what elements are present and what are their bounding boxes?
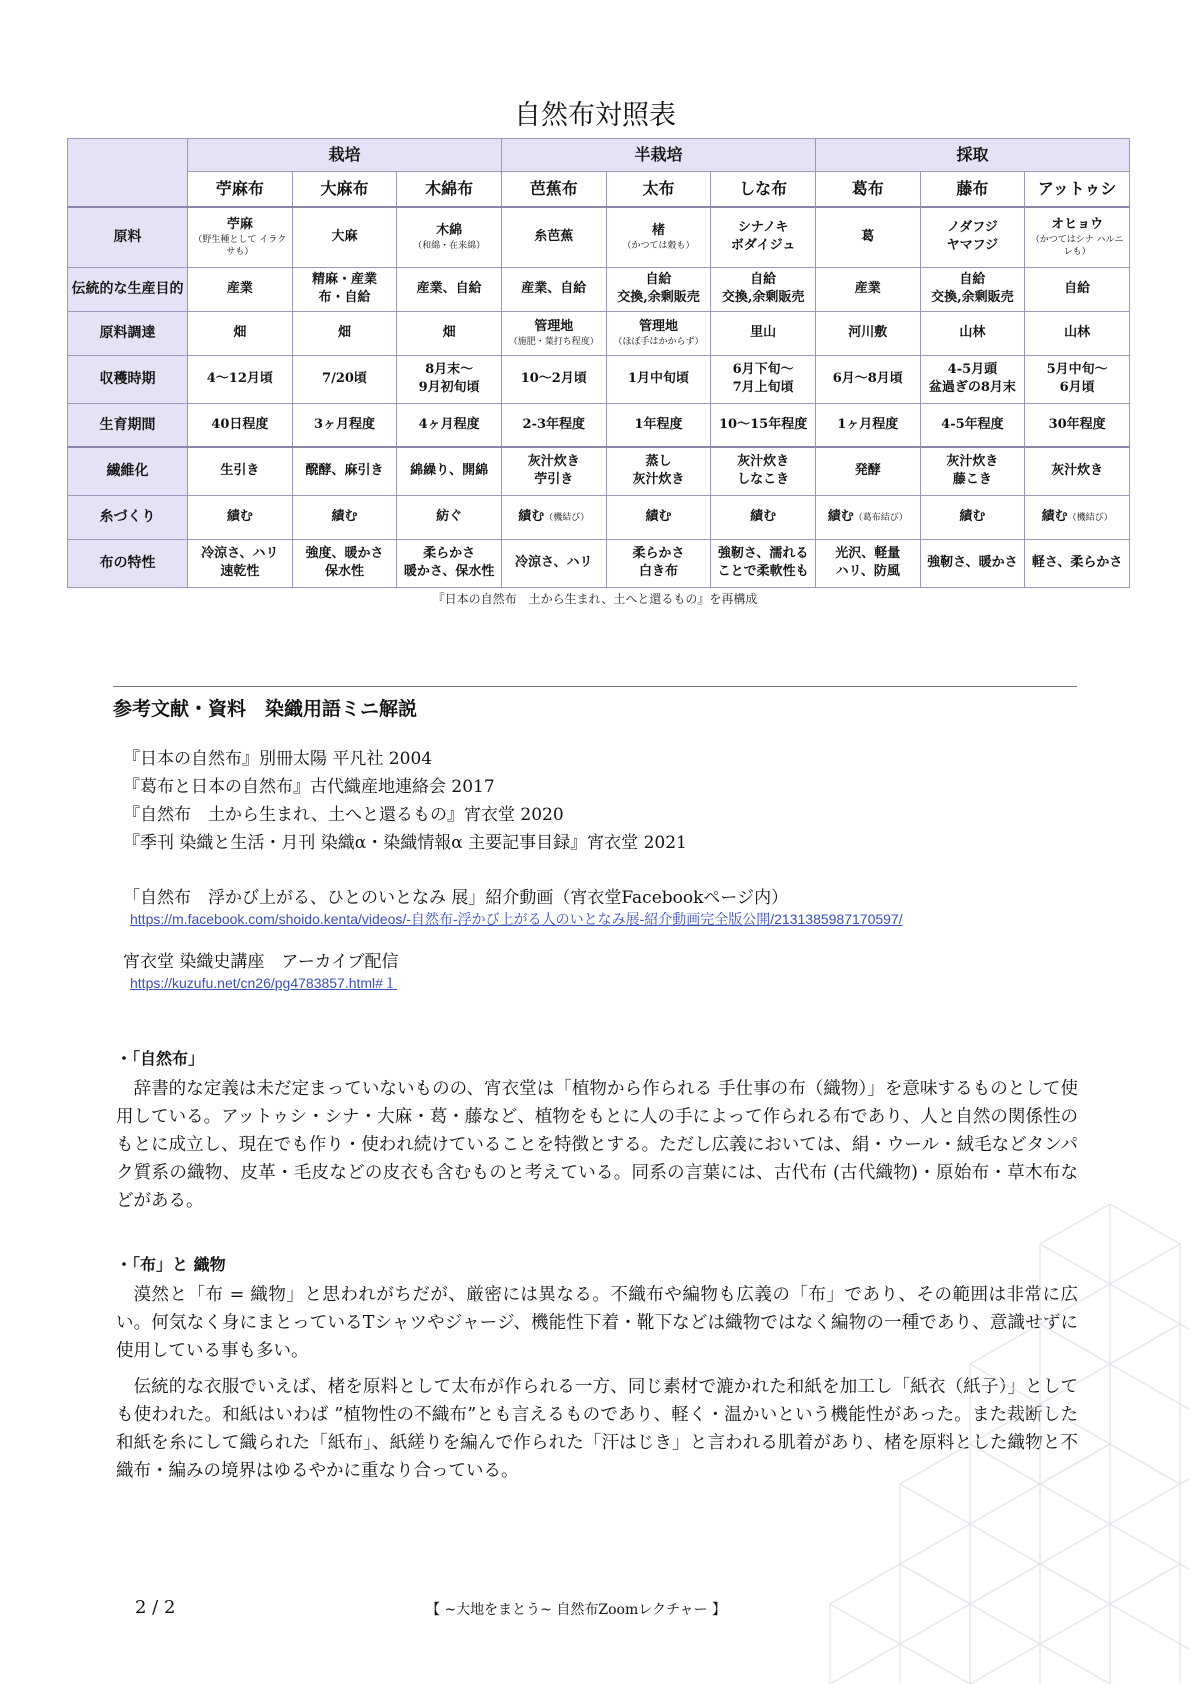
cell-value: 保水性 [324,564,364,579]
group-header: 半栽培 [501,139,815,172]
cell-value: 管理地 [638,319,678,334]
table-row [68,447,1130,495]
table-cell [501,355,606,403]
table-row [68,207,1130,267]
table-cell [188,539,293,587]
table-cell [606,311,711,355]
table-cell [188,495,293,539]
glossary-heading: ・「自然布」 [116,1049,205,1068]
cell-note: （かつてはシナ ハルニレも） [1030,235,1124,258]
table-cell [920,267,1025,311]
cloth-header: 木綿布 [397,172,502,208]
table-cell [188,355,293,403]
table-cell [920,495,1025,539]
cell-value: 4-5年程度 [941,416,1004,432]
cell-value: 3ヶ月程度 [313,416,375,432]
table-cell [397,355,502,403]
row-label: 収穫時期 [68,355,188,403]
glossary-paragraph: 漠然と「布 = 織物」と思われがちだが、厳密には異なる。不織布や編物も広義の「布」であり、その範囲は非常に広い。何気なく身にまとっているTシャツやジャージ、機能性下着・靴下などは織物ではなく編物の一種であり、意識せずに使用している事も多い。 [116,1285,1078,1361]
table-cell [397,267,502,311]
cell-value: 苧麻 [226,217,253,233]
cell-note: （葛布結び） [853,512,908,523]
footer-title: 【 ~大地をまとう~ 自然布Zoomレクチャー 】 [426,1602,726,1618]
table-cell [1025,355,1130,403]
table-cell [292,403,397,447]
cell-value: オヒョウ [1051,217,1104,233]
cell-value: 強靭さ、暖かさ [927,555,1018,570]
cell-value: 1月中旬頃 [627,371,689,386]
divider [113,686,1077,687]
table-cell [292,355,397,403]
cell-value: 発酵 [854,463,881,479]
table-row [68,355,1130,403]
cell-value: 木綿 [436,223,463,239]
group-header: 採取 [815,139,1129,172]
cell-value: 里山 [750,325,777,340]
cell-value: 生引き [220,463,260,479]
cell-value: 1年程度 [634,416,683,432]
table-cell [501,207,606,267]
row-label: 原料調達 [68,311,188,355]
table-cell [815,447,920,495]
cell-value: 9月初旬頃 [418,380,480,395]
cell-value: 軽さ、柔らかさ [1031,555,1123,570]
table-cell [711,311,816,355]
table-cell [292,539,397,587]
cell-value: 灰汁炊き [1051,463,1104,479]
table-cell [920,207,1025,267]
comparison-table [67,138,1130,588]
table-cell [920,403,1025,447]
table-cell [606,495,711,539]
cell-value: 白き布 [638,564,678,579]
cell-value: 強度、暖かさ [305,546,384,561]
table-cell [815,267,920,311]
table-cell [397,447,502,495]
table-cell [1025,403,1130,447]
table-cell [606,207,711,267]
row-label: 布の特性 [68,539,188,587]
cell-value: 産業、自給 [521,281,587,296]
table-cell [711,207,816,267]
cell-value: 交換,余剰販売 [721,290,805,305]
cell-value: 績む [331,509,358,524]
cell-value: 河川敷 [848,325,888,340]
table-cell [606,355,711,403]
cell-value: 光沢、軽量 [835,546,901,561]
cloth-header: しな布 [711,172,816,208]
cell-value: 紡ぐ [436,509,463,524]
cell-value: 綿繰り、開綿 [410,463,489,479]
table-cell [1025,311,1130,355]
cell-value: しなこき [737,472,790,488]
cell-note: （機結び） [1067,512,1113,523]
table-cell [397,539,502,587]
cell-value: ハリ、防風 [835,564,900,579]
reference-item: 『葛布と日本の自然布』古代織産地連絡会 2017 [123,777,495,797]
cloth-header: アットゥシ [1025,172,1130,208]
table-cell [397,495,502,539]
cell-value: 績む [518,508,545,524]
cell-value: 冷涼さ、ハリ [515,555,593,570]
video-label: 「自然布 浮かび上がる、ひとのいとなみ 展」紹介動画（宵衣堂Facebookページ内） [123,888,789,908]
table-cell [188,447,293,495]
cell-value: 畑 [233,325,247,340]
table-cell [606,447,711,495]
row-label: 繊維化 [68,447,188,495]
cloth-header: 藤布 [920,172,1025,208]
table-title: 自然布対照表 [514,100,676,131]
cell-value: 布・自給 [318,290,371,305]
cell-value: 8月末〜 [425,362,474,377]
table-cell [815,207,920,267]
table-cell [920,311,1025,355]
reference-item: 『自然布 土から生まれ、土へと還るもの』宵衣堂 2020 [123,805,564,825]
cell-value: ことで柔軟性も [717,564,809,579]
table-cell [397,403,502,447]
cell-value: 楮 [651,223,665,239]
cloth-header: 太布 [606,172,711,208]
group-header: 栽培 [188,139,502,172]
table-cell [815,355,920,403]
cell-value: 4〜12月頃 [206,371,273,386]
table-cell [711,539,816,587]
cell-value: ボダイジュ [730,238,796,254]
cell-value: 交換,余剰販売 [931,290,1014,305]
table-cell [501,311,606,355]
cloth-header: 苧麻布 [188,172,293,208]
table-row [68,495,1130,539]
table-cell [815,539,920,587]
cell-value: 7月上旬頃 [732,380,794,395]
cell-value: 灰汁炊き [946,454,999,470]
table-cell [1025,495,1130,539]
cell-value: 10〜15年程度 [719,416,808,432]
cell-value: 冷涼さ、ハリ [201,546,279,561]
row-label: 生育期間 [68,403,188,447]
cell-value: 山林 [959,325,986,340]
table-corner-cell [68,139,188,208]
cell-note: （野生種として イラクサも） [193,235,287,258]
table-cell [711,267,816,311]
table-cell [292,207,397,267]
table-cell [1025,267,1130,311]
table-cell [815,495,920,539]
cell-value: 10〜2月頃 [520,371,587,386]
table-cell [920,355,1025,403]
cell-value: 畑 [442,325,456,340]
cell-value: シナノキ [737,220,789,236]
row-label: 伝統的な生産目的 [68,267,188,311]
cell-value: 30年程度 [1048,416,1106,432]
table-cell [920,539,1025,587]
cell-value: 績む [959,509,986,524]
cell-value: 自給 [959,272,986,287]
cloth-header: 葛布 [815,172,920,208]
cell-value: 柔らかさ [632,546,685,561]
table-cell [188,267,293,311]
cell-value: 藤こき [952,472,992,488]
cloth-header: 大麻布 [292,172,397,208]
table-cell [292,495,397,539]
table-caption: 『日本の自然布 土から生まれ、土へと還るもの』を再構成 [432,592,758,606]
video-link[interactable]: https://m.facebook.com/shoido.kenta/videos/-自然布-浮かび上がる人のいとなみ展-紹介動画完全版公開/2131385987170597/ [130,911,903,927]
cell-value: 灰汁炊き [737,454,790,470]
cell-value: 4ヶ月程度 [418,416,480,432]
cell-value: 7/20頃 [322,371,367,386]
table-cell [711,447,816,495]
section-title: 参考文献・資料 染織用語ミニ解説 [113,698,418,720]
cell-note: （ほぼ手はかからず） [613,337,704,347]
cell-value: 40日程度 [211,416,269,432]
cell-value: 産業 [226,281,253,296]
cell-value: 績む [827,508,854,524]
table-cell [292,447,397,495]
row-label: 原料 [68,207,188,267]
glossary-paragraph: 辞書的な定義は未だ定まっていないものの、宵衣堂は「植物から作られる 手仕事の布（織物）」を意味するものとして使用している。アットゥシ・シナ・大麻・葛・藤など、植物をもとに人の手によって作られる布であり、人と自然の関係性のもとに成立し、現在でも作り・使われ続けていることを特徴とする。ただし広義においては、絹・ウール・絨毛などタンパク質系の織物、皮革・毛皮などの皮衣も含むものと考えている。同系の言葉には、古代布 (古代織物)・原始布・草木布などがある。 [116,1079,1078,1211]
cell-note: （施肥・葉打ち程度） [508,337,599,347]
table-cell [1025,447,1130,495]
cell-value: 交換,余剰販売 [617,290,700,305]
cell-value: ノダフジ [947,220,998,236]
cell-value: 績む [1041,508,1068,524]
row-label: 糸づくり [68,495,188,539]
table-cell [815,311,920,355]
cell-value: 精麻・産業 [311,272,377,287]
cell-value: 大麻 [331,229,358,245]
cell-value: 6月下旬〜 [732,362,794,377]
reference-list [123,745,687,857]
asanoha-pattern-decoration [810,1204,1190,1684]
table-cell [815,403,920,447]
cell-value: 績む [645,509,672,524]
table-cell [606,539,711,587]
table-cell [188,403,293,447]
cell-value: 暖かさ、保水性 [403,564,495,579]
cell-value: 蒸し [645,454,672,470]
table-cell [188,207,293,267]
cell-value: 自給 [645,272,672,287]
table-cell [501,267,606,311]
cell-value: 4-5月頭 [947,362,998,377]
cell-value: 績む [226,509,253,524]
table-cell [501,495,606,539]
cell-value: ヤマフジ [946,238,999,254]
cell-note: （和綿・在来綿） [413,241,486,252]
table-cell [1025,539,1130,587]
cell-value: 山林 [1064,325,1091,340]
cell-value: 産業、自給 [416,281,482,296]
cell-value: 柔らかさ [423,546,476,561]
table-cell [920,447,1025,495]
table-cell [397,311,502,355]
glossary-paragraph: 伝統的な衣服でいえば、楮を原料として太布が作られる一方、同じ素材で漉かれた和紙を加工し「紙衣（紙子）」としても使われた。和紙はいわば ”植物性の不織布”とも言えるものであり、軽く・温かいという機能性があった。また裁断した和紙を糸にして織られた「紙布」、紙縒りを編んで作られた「汗はじき」と言われる肌着があり、楮を原料とした織物と不織布・編みの境界はゆるやかに重なり合っている。 [116,1377,1078,1481]
table-row [68,311,1130,355]
page-number: 2 / 2 [135,1597,176,1618]
table-row [68,403,1130,447]
table-cell [1025,207,1130,267]
archive-link[interactable]: https://kuzufu.net/cn26/pg4783857.html#１ [130,975,397,991]
table-row [68,539,1130,587]
table-cell [397,207,502,267]
table-row [68,267,1130,311]
cell-value: 6月〜8月頃 [832,371,903,386]
cell-value: 6月頃 [1059,380,1095,395]
cell-value: 強靭さ、濡れる [717,546,809,561]
cloth-header: 芭蕉布 [501,172,606,208]
cell-value: 2-3年程度 [522,416,586,432]
table-cell [711,403,816,447]
table-cell [501,403,606,447]
cell-value: 5月中旬〜 [1046,362,1108,377]
table-cell [606,267,711,311]
table-cell [711,495,816,539]
cell-note: （機結び） [544,512,590,523]
cell-value: 葛 [861,229,875,245]
table-cell [188,311,293,355]
cell-value: 自給 [1064,281,1091,296]
cell-note: （かつては穀も） [622,241,695,252]
cell-value: 苧引き [534,472,574,488]
cell-value: 畑 [337,325,351,340]
table-cell [292,311,397,355]
table-cell [292,267,397,311]
table-cell [606,403,711,447]
table-cell [501,539,606,587]
cell-value: 速乾性 [220,564,260,579]
table-cell [501,447,606,495]
cell-value: 灰汁炊き [632,472,685,488]
archive-label: 宵衣堂 染織史講座 アーカイブ配信 [123,952,399,972]
cell-value: 醗酵、麻引き [305,463,384,479]
cell-value: 自給 [750,272,777,287]
cell-value: 糸芭蕉 [534,229,574,245]
cell-value: 灰汁炊き [527,454,580,470]
cell-value: 管理地 [534,319,574,334]
cell-value: 盆過ぎの8月末 [928,380,1016,395]
reference-item: 『季刊 染織と生活・月刊 染織α・染織情報α 主要記事目録』宵衣堂 2021 [123,833,687,853]
table-cell [711,355,816,403]
cell-value: 産業 [854,281,881,296]
cell-value: 1ヶ月程度 [837,416,899,432]
reference-item: 『日本の自然布』別冊太陽 平凡社 2004 [123,749,433,769]
glossary-heading: ・「布」と 織物 [116,1255,226,1274]
cell-value: 績む [750,509,777,524]
